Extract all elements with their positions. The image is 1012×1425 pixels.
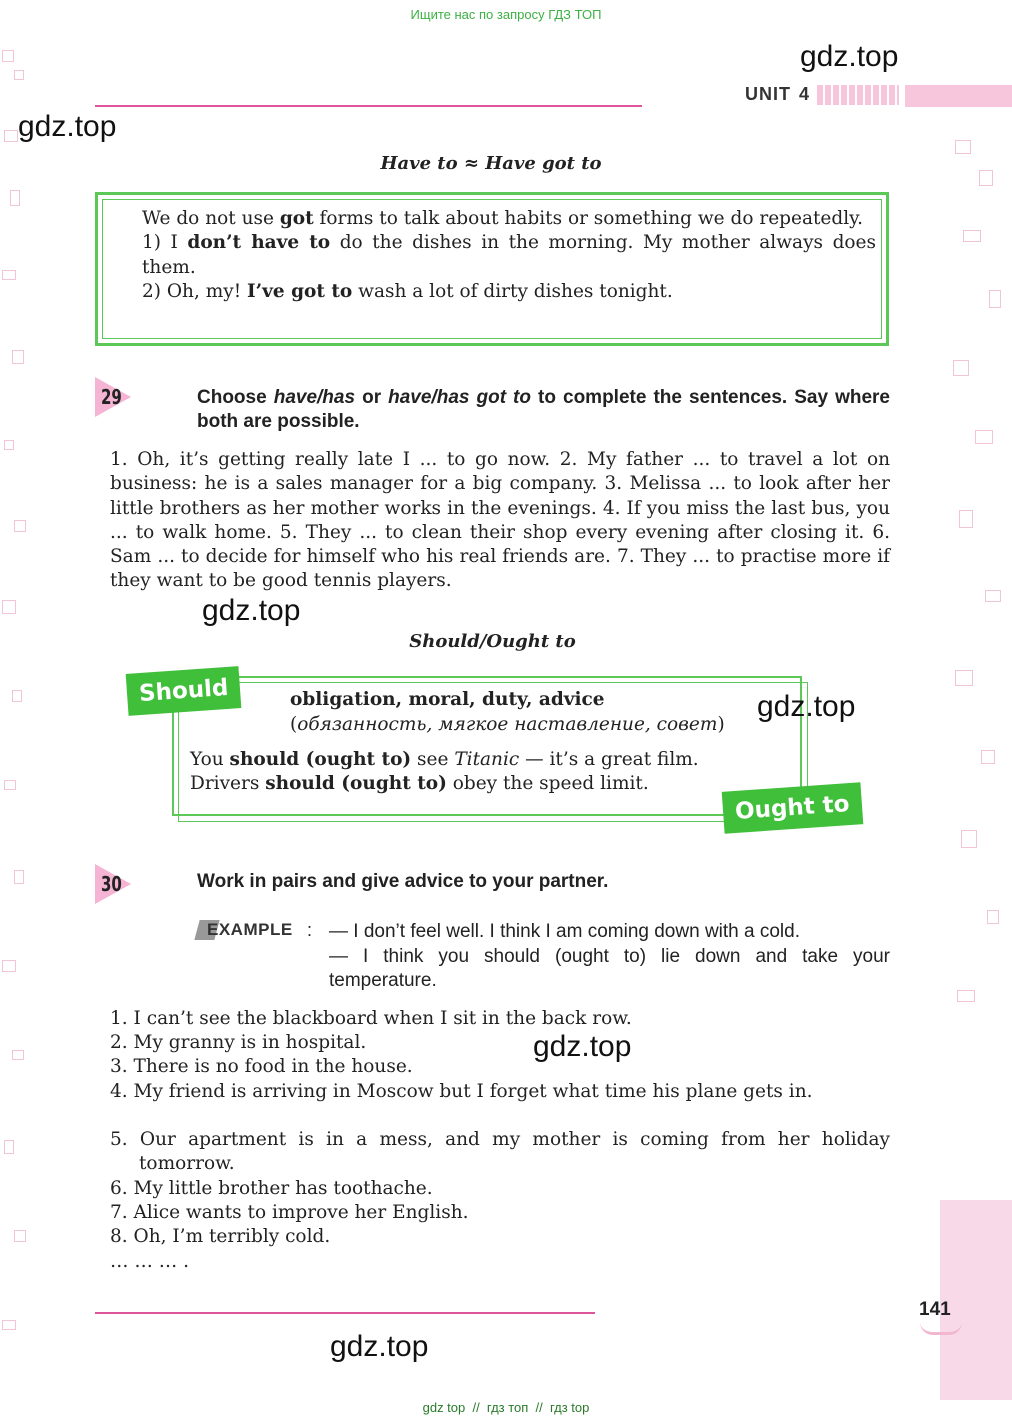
footer-links[interactable]: gdz top // гдз топ // гдз top: [422, 1400, 590, 1415]
should-ex2-c: obey the speed limit.: [446, 773, 649, 795]
list-item: [110, 1031, 890, 1055]
rule-title-should: Should/Ought to: [409, 631, 576, 652]
rule-box-have-to: [95, 192, 889, 346]
ex29-instr-b: have/has: [273, 387, 356, 408]
list-item: [110, 1250, 890, 1274]
rule-title-have-to: Have to ≈ Have got to: [380, 153, 602, 174]
right-decoration: [945, 130, 1012, 1400]
should-ex2-b: should (ought to): [265, 773, 447, 795]
item-6: 6. My little brother has toothache.: [110, 1178, 433, 1199]
unit-bar: [905, 85, 1012, 107]
list-item: [110, 1201, 890, 1225]
unit-label: UNIT: [745, 84, 791, 104]
should-ex1-d: Titanic: [454, 749, 520, 770]
watermark: gdz.top: [202, 594, 301, 627]
list-item: [110, 1128, 890, 1177]
should-label: Should: [126, 666, 242, 716]
should-ex1-b: should (ought to): [229, 749, 412, 770]
exercise-29-badge: [95, 377, 131, 417]
item-4: 4. My friend is arriving in Moscow but I forget what time his plane gets in.: [110, 1081, 813, 1102]
header-rule: [95, 105, 642, 107]
rule1-ex2-num: 2) Oh, my!: [142, 280, 248, 302]
rule1-intro-bold: got: [279, 208, 314, 229]
left-decoration: [0, 40, 30, 1380]
watermark: gdz.top: [18, 110, 117, 143]
page-number-swoosh: [920, 1322, 962, 1335]
rule1-ex1-rest: do the dishes in the morning. My mother always does them.: [142, 232, 876, 278]
ex29-instr-e: to complete the sentences. Say where both are possible.: [197, 387, 890, 432]
should-ex1-c: see: [411, 749, 455, 770]
example-line-1: — I don’t feel well. I think I am coming down with a cold.: [329, 921, 800, 942]
rule1-ex1-num: 1) I: [142, 232, 188, 254]
should-meaning: obligation, moral, duty, advice: [290, 689, 605, 710]
example-dialog: [329, 920, 890, 994]
list-item: [110, 1007, 890, 1031]
example-line-2: — I think you should (ought to) lie down and take your temperature.: [329, 945, 890, 991]
should-ex1-e: — it’s a great film.: [519, 749, 699, 770]
item-7: 7. Alice wants to improve her English.: [110, 1202, 469, 1223]
item-ellipsis: … … … .: [110, 1251, 190, 1272]
list-item: [110, 1055, 890, 1079]
list-item: [110, 1080, 890, 1104]
exercise-30-badge: [95, 864, 131, 904]
page-number: 141: [919, 1299, 951, 1320]
exercise-29-text: 1. Oh, it’s getting really late I ... to go now. 2. My father ... to travel a lot on business: he is a sales manager for a big company. 3. Melissa ... to look after her little brothers as her mother works in the evenings. 4. If you miss the last bus, you ... to walk home. 5. They ... to clean their shop every evening after closing it. 6. Sam ... to decide for himself who his real friends are. 7. They ... to practise more if they want to be good tennis players.: [110, 449, 890, 592]
exercise-29-number: 29: [101, 385, 122, 409]
should-ex1-a: You: [190, 749, 230, 770]
unit-pattern: [817, 85, 899, 105]
ex29-instr-a: Choose: [197, 387, 274, 408]
watermark: gdz.top: [757, 690, 856, 723]
ex29-instr-d: have/has got to: [388, 387, 531, 408]
should-ex2-a: Drivers: [190, 773, 266, 795]
rule1-ex1-bold: don’t have to: [187, 232, 331, 254]
item-8: 8. Oh, I’m terribly cold.: [110, 1226, 331, 1247]
watermark: gdz.top: [533, 1030, 632, 1063]
list-item: [110, 1177, 890, 1201]
example-label-box: [197, 916, 313, 944]
item-5: 5. Our apartment is in a mess, and my mother is coming from her holiday tomorrow.: [110, 1129, 890, 1175]
search-hint: Ищите нас по запросу ГДЗ ТОП: [410, 7, 602, 22]
rule1-intro-rest: forms to talk about habits or something we do repeatedly.: [313, 208, 863, 229]
should-meaning-ru-line: (обязанность, мягкое наставление, совет): [290, 714, 725, 735]
item-2: 2. My granny is in hospital.: [110, 1032, 367, 1053]
unit-number: 4: [799, 84, 810, 104]
rule1-ex2-bold: I’ve got to: [247, 280, 353, 302]
rule1-ex2-rest: wash a lot of dirty dishes tonight.: [352, 280, 673, 302]
watermark: gdz.top: [800, 40, 899, 73]
exercise-30-number: 30: [101, 872, 122, 896]
example-colon: :: [307, 920, 313, 940]
item-3: 3. There is no food in the house.: [110, 1056, 413, 1077]
ought-to-label: Ought to: [722, 782, 863, 834]
exercise-29-instruction: [197, 386, 890, 433]
exercise-30-instruction: Work in pairs and give advice to your partner.: [197, 871, 609, 892]
should-meaning-ru: обязанность, мягкое наставление, совет: [297, 714, 718, 735]
watermark: gdz.top: [330, 1330, 429, 1363]
rule1-intro: We do not use: [142, 208, 280, 229]
item-1: 1. I can’t see the blackboard when I sit in the back row.: [110, 1008, 632, 1029]
example-label: EXAMPLE: [207, 920, 293, 939]
list-item: [110, 1225, 890, 1249]
should-examples: [190, 748, 699, 797]
footer-rule: [95, 1312, 595, 1314]
unit-header: [745, 84, 899, 105]
ex29-instr-c: or: [355, 387, 389, 408]
